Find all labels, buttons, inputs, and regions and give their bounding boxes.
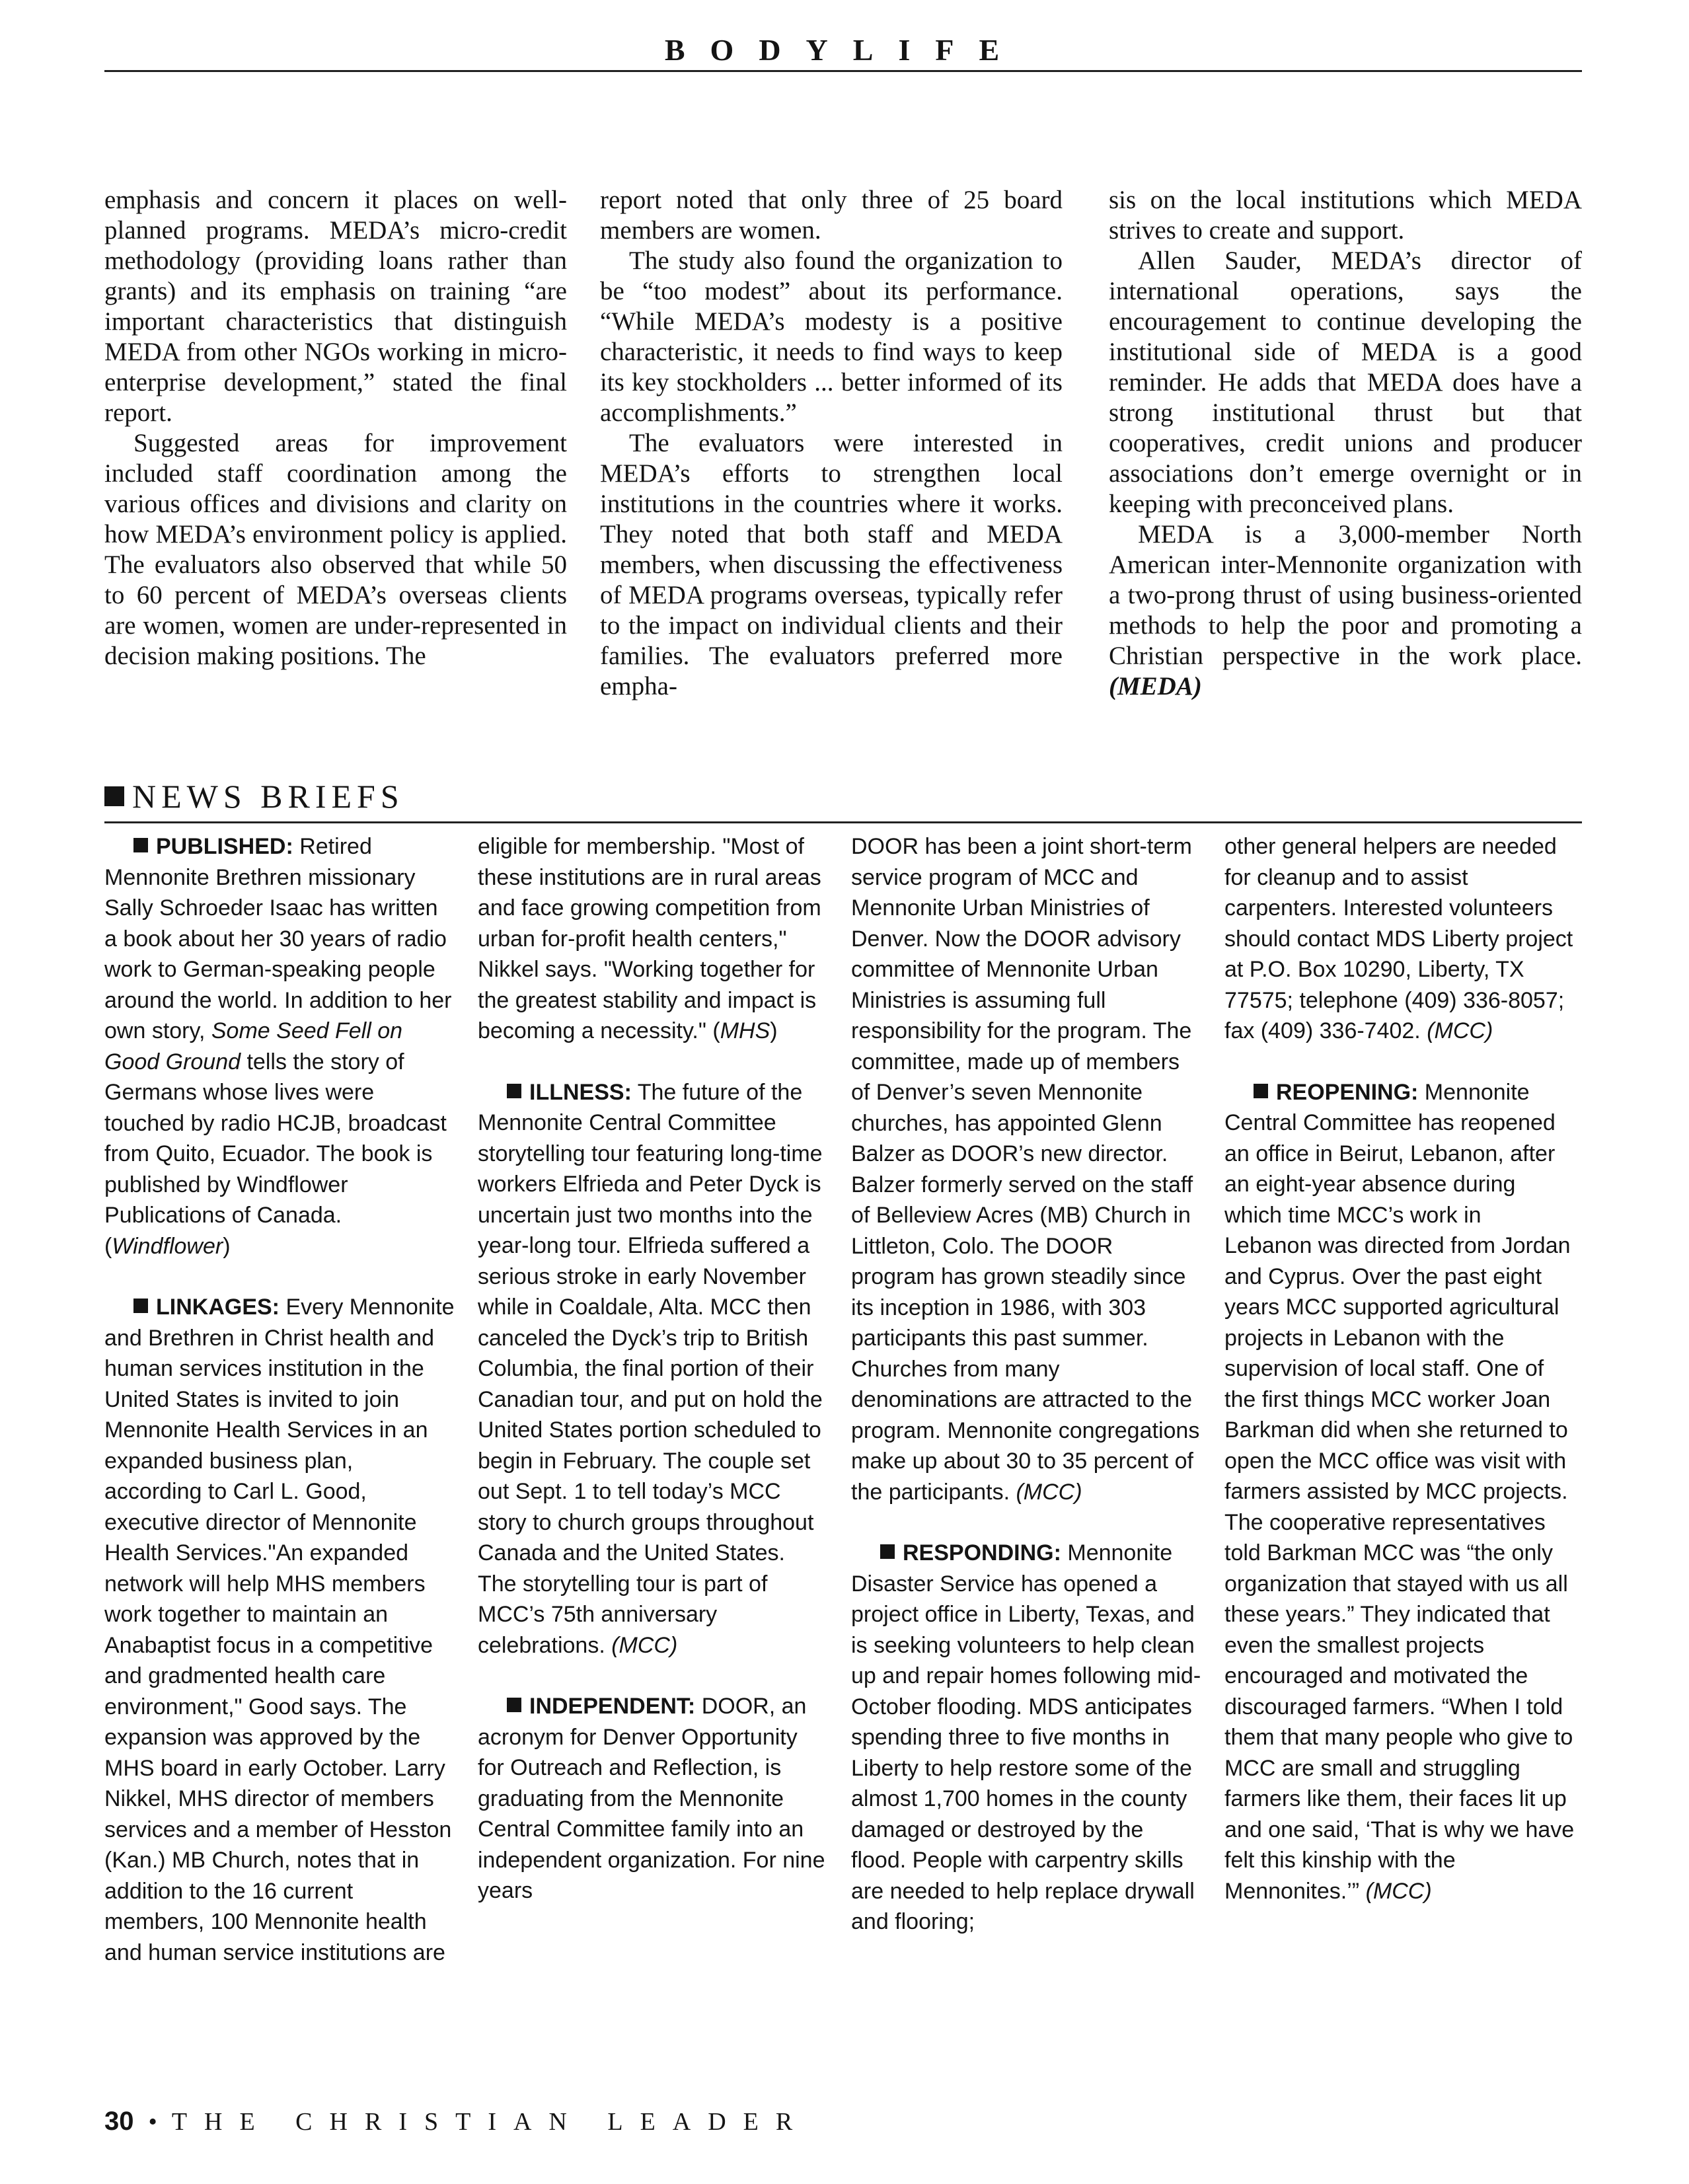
square-bullet-icon (507, 1084, 521, 1098)
article-paragraph: Suggested areas for improvement included staff coordination among the various offices and divisions and clarity on how MEDA’s environment policy is applied. The evaluators also observed that while 50 to 60 percent of MEDA’s overseas clients are women, women are under-represented in decision making positions. The (104, 429, 567, 670)
article-column-3 (1109, 185, 1582, 747)
page-number: 30 (104, 2107, 134, 2136)
brief-keyword: LINKAGES: (156, 1295, 280, 1320)
square-bullet-icon (133, 838, 148, 852)
square-bullet-icon (880, 1544, 895, 1559)
article-paragraph: Allen Sauder, MEDA’s director of international operations, says the encouragement to continue developing the institutional side of MEDA is a good reminder. He adds that MEDA does have a strong institutional thrust but that cooperatives, credit unions and producer associations don’t emerge overnight or in keeping with preconceived plans. (1109, 246, 1582, 518)
brief-source: (MCC) (611, 1632, 678, 1658)
news-column-2 (478, 831, 828, 2067)
brief-text: other general helpers are needed for cleanup and to assist carpenters. Interested volunteers should contact MDS Liberty project at P.O. Box 10290, Liberty, TX 77575; telephone (409) 336-8057; fax (409) 336-7402. (1224, 834, 1573, 1043)
page-footer (104, 2101, 809, 2141)
square-bullet-icon (507, 1698, 521, 1712)
magazine-name: THE CHRISTIAN LEADER (171, 2108, 810, 2136)
news-briefs-heading (104, 773, 404, 819)
article-column-2 (600, 185, 1063, 747)
brief-text: Mennonite Central Committee has reopened an office in Beirut, Lebanon, after an eight-year absence during which time MCC’s work in Lebanon was directed from Jordan and Cyprus. Over the past eight years MCC supported agricultural projects in Lebanon with the supervision of local staff. One of the first things MCC worker Joan Barkman did when she returned to open the MCC office was visit with farmers assisted by MCC projects. The cooperative representatives told Barkman MCC was “the only organization that stayed with us all these years.” They indicated that even the smallest projects encouraged and motivated the discouraged farmers. “When I told them that many people who give to MCC are small and struggling farmers like them, their faces lit up and one said, ‘That is why we have felt this kinship with the Mennonites.’” (1224, 1079, 1575, 1904)
brief-text: eligible for membership. "Most of these institutions are in rural areas and face growing competition from urban for-profit health centers," Nikkel says. "Working together for the greatest stability and impact is becoming a necessity." ( (478, 834, 821, 1043)
brief-responding-continued (1224, 831, 1575, 1047)
article-text: MEDA is a 3,000-member North American inter-Mennonite organization with a two-prong thrust of using business-oriented methods to help the poor and promoting a Christian perspective in the work place. (1109, 520, 1582, 670)
article-paragraph: report noted that only three of 25 board members are women. (600, 186, 1063, 245)
brief-responding (851, 1538, 1201, 1938)
brief-keyword: INDEPENDENT: (529, 1694, 696, 1719)
brief-text: Retired Mennonite Brethren missionary Sally Schroeder Isaac has written a book about her 30 years of radio work to German-speaking people around the world. In addition to her own story, (104, 834, 452, 1043)
brief-keyword: ILLNESS: (529, 1079, 632, 1105)
brief-source: (MCC) (1016, 1479, 1082, 1505)
article-paragraph: emphasis and concern it places on well-planned programs. MEDA’s micro-credit methodology (providing loans rather than grants) and its emphasis on training “are important characteristics that distinguish MEDA from other NGOs working in micro-enterprise development,” stated the final report. (104, 186, 567, 427)
brief-reopening (1224, 1077, 1575, 1907)
header-rule (104, 70, 1582, 72)
brief-source: (MCC) (1365, 1878, 1432, 1904)
brief-text: tells the story of Germans whose lives were touched by radio HCJB, broadcast from Quito, Ecuador. The book is published by Windflower Publications of Canada. ( (104, 1049, 447, 1259)
brief-independent (478, 1691, 828, 1906)
brief-text: DOOR, an acronym for Denver Opportunity for Outreach and Reflection, is graduating from the Mennonite Central Committee family into an independent organization. For nine years (478, 1694, 825, 1903)
brief-text: Mennonite Disaster Service has opened a project office in Liberty, Texas, and is seeking volunteers to help clean up and repair homes following mid-October flooding. MDS anticipates spending three to five months in Liberty to help restore some of the almost 1,700 homes in the county damaged or destroyed by the flood. People with carpentry skills are needed to help replace drywall and flooring; (851, 1540, 1201, 1934)
article-paragraph: sis on the local institutions which MEDA strives to create and support. (1109, 186, 1582, 245)
news-briefs-title: NEWS BRIEFS (132, 778, 404, 815)
article-paragraph (1109, 519, 1582, 702)
article-paragraph: The study also found the organization to be “too modest” about its performance. “While MEDA’s modesty is a positive characteristic, it needs to find ways to keep its key stockholders ... better informed of its accomplishments.” (600, 246, 1063, 427)
brief-text: ) (223, 1233, 231, 1259)
article-column-1 (104, 185, 567, 747)
news-briefs (104, 831, 1582, 2067)
article-source: (MEDA) (1109, 672, 1202, 700)
brief-text: The future of the Mennonite Central Committee storytelling tour featuring long-time workers Elfrieda and Peter Dyck is uncertain just two months into the year-long tour. Elfrieda suffered a serious stroke in early November while in Coaldale, Alta. MCC then canceled the Dyck’s trip to British Columbia, the final portion of their Canadian tour, and put on hold the United States portion scheduled to begin in February. The couple set out Sept. 1 to tell today’s MCC story to church groups throughout Canada and the United States. The storytelling tour is part of MCC’s 75th anniversary celebrations. (478, 1079, 823, 1658)
square-bullet-icon (1254, 1084, 1268, 1098)
brief-text: DOOR has been a joint short-term service program of MCC and Mennonite Urban Ministries of Denver. Now the DOOR advisory committee of Mennonite Urban Ministries is assuming full responsibility for the program. The committee, made up of members of Denver’s seven Mennonite churches, has appointed Glenn Balzer as DOOR’s new director. Balzer formerly served on the staff of Belleview Acres (MB) Church in Littleton, Colo. The DOOR program has grown steadily since its inception in 1986, with 303 participants this past summer. Churches from many denominations are attracted to the program. Mennonite congregations make up about 30 to 35 percent of the participants. (851, 834, 1200, 1505)
footer-separator: • (148, 2108, 157, 2136)
brief-published (104, 831, 455, 1261)
brief-linkages (104, 1292, 455, 1968)
news-column-1 (104, 831, 455, 2067)
brief-keyword: PUBLISHED: (156, 834, 293, 859)
section-header: BODYLIFE (664, 33, 1025, 67)
square-bullet-icon (133, 1299, 148, 1313)
article-paragraph: The evaluators were interested in MEDA’s efforts to strengthen local institutions in the countries where it works. They noted that both staff and MEDA members, when discussing the effectiveness of MEDA programs overseas, typically refer to the impact on individual clients and their families. The evaluators preferred more empha- (600, 429, 1063, 700)
news-rule (104, 821, 1582, 823)
book-title: Some Seed Fell on Good Ground (104, 1018, 403, 1074)
brief-independent-continued (851, 831, 1201, 1507)
brief-text: Every Mennonite and Brethren in Christ health and human services institution in the United States is invited to join Mennonite Health Services in an expanded business plan, according to Carl L. Good, executive director of Mennonite Health Services."An expanded network will help MHS members work together to maintain an Anabaptist focus in a competitive and gradmented health care environment," Good says. The expansion was approved by the MHS board in early October. Larry Nikkel, MHS director of members services and a member of Hesston (Kan.) MB Church, notes that in addition to the 16 current members, 100 Mennonite health and human service institutions are (104, 1295, 455, 1965)
brief-linkages-continued (478, 831, 828, 1047)
brief-keyword: RESPONDING: (903, 1540, 1061, 1565)
brief-source: (MCC) (1427, 1018, 1493, 1043)
brief-source: MHS (720, 1018, 770, 1043)
brief-source: Windflower (112, 1233, 223, 1259)
brief-keyword: REOPENING: (1276, 1079, 1419, 1105)
news-column-3 (851, 831, 1201, 2067)
square-bullet-icon (104, 786, 124, 806)
brief-illness (478, 1077, 828, 1661)
news-column-4 (1224, 831, 1575, 2067)
meda-article (104, 185, 1582, 747)
brief-text: ) (770, 1018, 778, 1043)
